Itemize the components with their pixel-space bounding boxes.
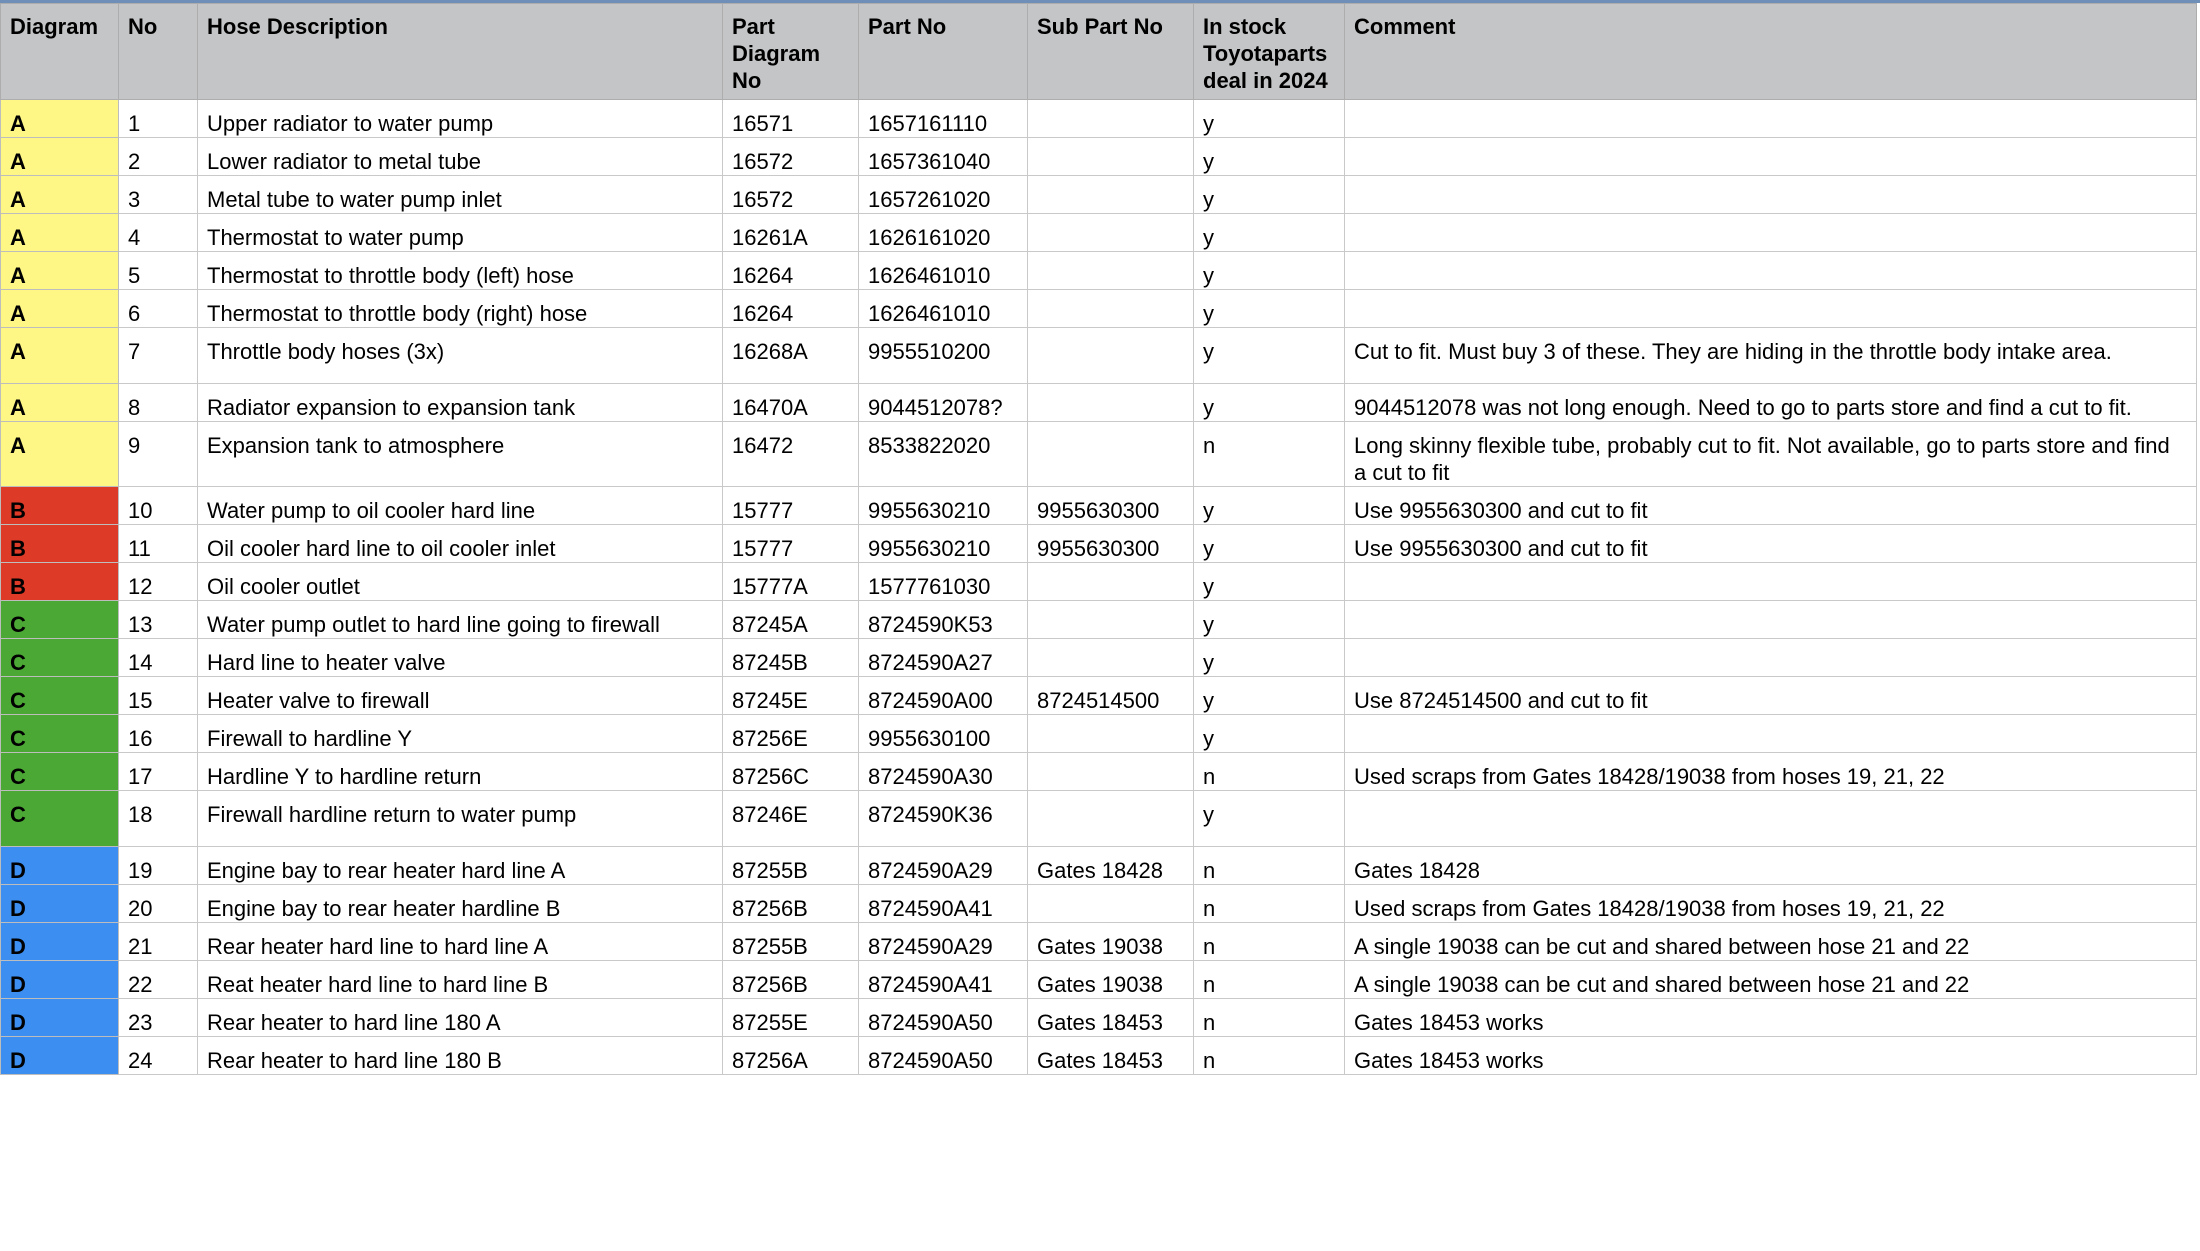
- cell-diagram[interactable]: B: [1, 487, 119, 525]
- cell-comment[interactable]: [1345, 100, 2197, 138]
- cell-hose-description[interactable]: Heater valve to firewall: [198, 677, 723, 715]
- cell-comment[interactable]: Cut to fit. Must buy 3 of these. They are hiding in the throttle body intake area.: [1345, 328, 2197, 384]
- cell-diagram[interactable]: C: [1, 791, 119, 847]
- cell-hose-description[interactable]: Oil cooler outlet: [198, 563, 723, 601]
- cell-sub-part-no[interactable]: 9955630300: [1028, 525, 1194, 563]
- cell-no[interactable]: 12: [119, 563, 198, 601]
- cell-no[interactable]: 6: [119, 290, 198, 328]
- cell-diagram[interactable]: C: [1, 677, 119, 715]
- cell-hose-description[interactable]: Rear heater to hard line 180 A: [198, 999, 723, 1037]
- cell-part-no[interactable]: 8724590A29: [859, 847, 1028, 885]
- cell-diagram[interactable]: D: [1, 847, 119, 885]
- cell-part-diagram-no[interactable]: 87256C: [723, 753, 859, 791]
- cell-part-no[interactable]: 1657361040: [859, 138, 1028, 176]
- cell-in-stock[interactable]: y: [1194, 176, 1345, 214]
- cell-in-stock[interactable]: y: [1194, 138, 1345, 176]
- cell-hose-description[interactable]: Rear heater to hard line 180 B: [198, 1037, 723, 1075]
- cell-no[interactable]: 11: [119, 525, 198, 563]
- header-sub-part-no[interactable]: Sub Part No: [1028, 4, 1194, 100]
- cell-sub-part-no[interactable]: Gates 18453: [1028, 999, 1194, 1037]
- cell-part-no[interactable]: 8724590A30: [859, 753, 1028, 791]
- table-row: [1, 715, 2197, 753]
- cell-hose-description[interactable]: Engine bay to rear heater hardline B: [198, 885, 723, 923]
- cell-sub-part-no[interactable]: Gates 18453: [1028, 1037, 1194, 1075]
- cell-hose-description[interactable]: Thermostat to throttle body (left) hose: [198, 252, 723, 290]
- cell-part-no[interactable]: 9955510200: [859, 328, 1028, 384]
- cell-comment[interactable]: Gates 18453 works: [1345, 999, 2197, 1037]
- cell-part-diagram-no[interactable]: 87255B: [723, 847, 859, 885]
- cell-sub-part-no[interactable]: [1028, 885, 1194, 923]
- cell-part-diagram-no[interactable]: 87255B: [723, 923, 859, 961]
- cell-hose-description[interactable]: Rear heater hard line to hard line A: [198, 923, 723, 961]
- cell-sub-part-no[interactable]: Gates 19038: [1028, 923, 1194, 961]
- cell-part-no[interactable]: 9955630210: [859, 487, 1028, 525]
- cell-sub-part-no[interactable]: [1028, 328, 1194, 384]
- cell-diagram[interactable]: A: [1, 176, 119, 214]
- cell-comment[interactable]: [1345, 176, 2197, 214]
- cell-diagram[interactable]: D: [1, 961, 119, 999]
- cell-part-no[interactable]: 8724590A41: [859, 961, 1028, 999]
- cell-part-no[interactable]: 8724590A00: [859, 677, 1028, 715]
- cell-diagram[interactable]: A: [1, 252, 119, 290]
- header-in-stock[interactable]: In stock Toyotaparts deal in 2024: [1194, 4, 1345, 100]
- cell-sub-part-no[interactable]: 9955630300: [1028, 487, 1194, 525]
- cell-diagram[interactable]: C: [1, 601, 119, 639]
- cell-no[interactable]: 3: [119, 176, 198, 214]
- cell-hose-description[interactable]: Firewall to hardline Y: [198, 715, 723, 753]
- cell-diagram[interactable]: A: [1, 214, 119, 252]
- cell-comment[interactable]: Used scraps from Gates 18428/19038 from hoses 19, 21, 22: [1345, 753, 2197, 791]
- cell-sub-part-no[interactable]: [1028, 290, 1194, 328]
- cell-hose-description[interactable]: Water pump outlet to hard line going to firewall: [198, 601, 723, 639]
- cell-in-stock[interactable]: y: [1194, 601, 1345, 639]
- cell-no[interactable]: 20: [119, 885, 198, 923]
- cell-in-stock[interactable]: n: [1194, 753, 1345, 791]
- table-row: [1, 176, 2197, 214]
- cell-no[interactable]: 24: [119, 1037, 198, 1075]
- hose-parts-table: [0, 3, 2197, 1075]
- cell-in-stock[interactable]: y: [1194, 791, 1345, 847]
- cell-diagram[interactable]: A: [1, 138, 119, 176]
- cell-comment[interactable]: A single 19038 can be cut and shared between hose 21 and 22: [1345, 923, 2197, 961]
- cell-sub-part-no[interactable]: [1028, 176, 1194, 214]
- cell-hose-description[interactable]: Lower radiator to metal tube: [198, 138, 723, 176]
- cell-hose-description[interactable]: Metal tube to water pump inlet: [198, 176, 723, 214]
- table-row: [1, 999, 2197, 1037]
- cell-part-no[interactable]: 1626461010: [859, 252, 1028, 290]
- cell-sub-part-no[interactable]: [1028, 384, 1194, 422]
- cell-part-diagram-no[interactable]: 16572: [723, 138, 859, 176]
- table-row: [1, 753, 2197, 791]
- cell-comment[interactable]: [1345, 715, 2197, 753]
- cell-part-diagram-no[interactable]: 16472: [723, 422, 859, 487]
- header-comment[interactable]: Comment: [1345, 4, 2197, 100]
- cell-sub-part-no[interactable]: [1028, 252, 1194, 290]
- cell-part-no[interactable]: 8724590A41: [859, 885, 1028, 923]
- cell-part-diagram-no[interactable]: 16470A: [723, 384, 859, 422]
- cell-part-no[interactable]: 8724590A27: [859, 639, 1028, 677]
- cell-in-stock[interactable]: y: [1194, 677, 1345, 715]
- cell-diagram[interactable]: B: [1, 563, 119, 601]
- cell-part-diagram-no[interactable]: 16572: [723, 176, 859, 214]
- cell-part-no[interactable]: 1657161110: [859, 100, 1028, 138]
- cell-no[interactable]: 21: [119, 923, 198, 961]
- cell-no[interactable]: 13: [119, 601, 198, 639]
- cell-part-diagram-no[interactable]: 16264: [723, 252, 859, 290]
- table-row: [1, 1037, 2197, 1075]
- cell-hose-description[interactable]: Reat heater hard line to hard line B: [198, 961, 723, 999]
- cell-part-diagram-no[interactable]: 15777A: [723, 563, 859, 601]
- cell-hose-description[interactable]: Throttle body hoses (3x): [198, 328, 723, 384]
- cell-part-no[interactable]: 1626161020: [859, 214, 1028, 252]
- cell-part-no[interactable]: 8724590A50: [859, 1037, 1028, 1075]
- cell-sub-part-no[interactable]: Gates 19038: [1028, 961, 1194, 999]
- table-row: [1, 252, 2197, 290]
- cell-comment[interactable]: A single 19038 can be cut and shared between hose 21 and 22: [1345, 961, 2197, 999]
- cell-no[interactable]: 14: [119, 639, 198, 677]
- table-row: [1, 487, 2197, 525]
- cell-diagram[interactable]: D: [1, 923, 119, 961]
- cell-part-no[interactable]: 8724590K53: [859, 601, 1028, 639]
- header-row: [1, 4, 2197, 100]
- cell-in-stock[interactable]: n: [1194, 422, 1345, 487]
- cell-no[interactable]: 23: [119, 999, 198, 1037]
- cell-comment[interactable]: Long skinny flexible tube, probably cut to fit. Not available, go to parts store and find a cut to fit: [1345, 422, 2197, 487]
- cell-in-stock[interactable]: y: [1194, 384, 1345, 422]
- cell-part-diagram-no[interactable]: 16261A: [723, 214, 859, 252]
- cell-no[interactable]: 22: [119, 961, 198, 999]
- cell-part-no[interactable]: 1657261020: [859, 176, 1028, 214]
- table-row: [1, 639, 2197, 677]
- cell-diagram[interactable]: D: [1, 1037, 119, 1075]
- header-part-diagram-no[interactable]: Part Diagram No: [723, 4, 859, 100]
- table-row: [1, 791, 2197, 847]
- cell-hose-description[interactable]: Radiator expansion to expansion tank: [198, 384, 723, 422]
- cell-part-diagram-no[interactable]: 87256E: [723, 715, 859, 753]
- header-no[interactable]: No: [119, 4, 198, 100]
- cell-part-diagram-no[interactable]: 16268A: [723, 328, 859, 384]
- cell-sub-part-no[interactable]: 8724514500: [1028, 677, 1194, 715]
- cell-sub-part-no[interactable]: [1028, 138, 1194, 176]
- cell-in-stock[interactable]: y: [1194, 639, 1345, 677]
- cell-comment[interactable]: [1345, 563, 2197, 601]
- cell-diagram[interactable]: C: [1, 639, 119, 677]
- table-row: [1, 290, 2197, 328]
- cell-diagram[interactable]: A: [1, 100, 119, 138]
- cell-in-stock[interactable]: y: [1194, 487, 1345, 525]
- cell-sub-part-no[interactable]: [1028, 214, 1194, 252]
- cell-diagram[interactable]: C: [1, 753, 119, 791]
- cell-sub-part-no[interactable]: [1028, 715, 1194, 753]
- table-row: [1, 885, 2197, 923]
- cell-in-stock[interactable]: n: [1194, 999, 1345, 1037]
- cell-part-diagram-no[interactable]: 87245A: [723, 601, 859, 639]
- cell-part-no[interactable]: 9044512078?: [859, 384, 1028, 422]
- cell-in-stock[interactable]: y: [1194, 290, 1345, 328]
- cell-hose-description[interactable]: Upper radiator to water pump: [198, 100, 723, 138]
- cell-in-stock[interactable]: y: [1194, 100, 1345, 138]
- cell-comment[interactable]: [1345, 252, 2197, 290]
- cell-sub-part-no[interactable]: [1028, 563, 1194, 601]
- table-row: [1, 214, 2197, 252]
- cell-no[interactable]: 17: [119, 753, 198, 791]
- cell-in-stock[interactable]: y: [1194, 715, 1345, 753]
- table-row: [1, 138, 2197, 176]
- cell-comment[interactable]: Use 8724514500 and cut to fit: [1345, 677, 2197, 715]
- cell-diagram[interactable]: A: [1, 290, 119, 328]
- cell-part-diagram-no[interactable]: 87256B: [723, 885, 859, 923]
- cell-no[interactable]: 7: [119, 328, 198, 384]
- cell-in-stock[interactable]: y: [1194, 525, 1345, 563]
- cell-no[interactable]: 19: [119, 847, 198, 885]
- cell-sub-part-no[interactable]: [1028, 791, 1194, 847]
- cell-part-no[interactable]: 8724590K36: [859, 791, 1028, 847]
- cell-hose-description[interactable]: Engine bay to rear heater hard line A: [198, 847, 723, 885]
- cell-comment[interactable]: Gates 18428: [1345, 847, 2197, 885]
- cell-part-diagram-no[interactable]: 87256B: [723, 961, 859, 999]
- cell-comment[interactable]: [1345, 639, 2197, 677]
- cell-hose-description[interactable]: Firewall hardline return to water pump: [198, 791, 723, 847]
- header-diagram[interactable]: Diagram: [1, 4, 119, 100]
- cell-no[interactable]: 4: [119, 214, 198, 252]
- header-hose-description[interactable]: Hose Description: [198, 4, 723, 100]
- cell-in-stock[interactable]: n: [1194, 1037, 1345, 1075]
- table-row: [1, 961, 2197, 999]
- cell-comment[interactable]: 9044512078 was not long enough. Need to go to parts store and find a cut to fit.: [1345, 384, 2197, 422]
- cell-hose-description[interactable]: Water pump to oil cooler hard line: [198, 487, 723, 525]
- cell-part-diagram-no[interactable]: 87246E: [723, 791, 859, 847]
- cell-hose-description[interactable]: Expansion tank to atmosphere: [198, 422, 723, 487]
- cell-comment[interactable]: [1345, 290, 2197, 328]
- table-row: [1, 525, 2197, 563]
- cell-part-no[interactable]: 1577761030: [859, 563, 1028, 601]
- cell-comment[interactable]: [1345, 138, 2197, 176]
- cell-in-stock[interactable]: n: [1194, 885, 1345, 923]
- cell-diagram[interactable]: C: [1, 715, 119, 753]
- table-row: [1, 923, 2197, 961]
- cell-in-stock[interactable]: y: [1194, 563, 1345, 601]
- cell-comment[interactable]: [1345, 791, 2197, 847]
- cell-part-diagram-no[interactable]: 87245E: [723, 677, 859, 715]
- cell-part-no[interactable]: 8724590A29: [859, 923, 1028, 961]
- cell-in-stock[interactable]: n: [1194, 847, 1345, 885]
- cell-no[interactable]: 16: [119, 715, 198, 753]
- cell-sub-part-no[interactable]: [1028, 601, 1194, 639]
- table-row: [1, 100, 2197, 138]
- cell-no[interactable]: 1: [119, 100, 198, 138]
- cell-no[interactable]: 8: [119, 384, 198, 422]
- cell-diagram[interactable]: D: [1, 885, 119, 923]
- header-part-no[interactable]: Part No: [859, 4, 1028, 100]
- cell-sub-part-no[interactable]: [1028, 422, 1194, 487]
- cell-diagram[interactable]: D: [1, 999, 119, 1037]
- cell-diagram[interactable]: B: [1, 525, 119, 563]
- table-row: [1, 601, 2197, 639]
- cell-no[interactable]: 9: [119, 422, 198, 487]
- cell-in-stock[interactable]: n: [1194, 961, 1345, 999]
- cell-hose-description[interactable]: Thermostat to water pump: [198, 214, 723, 252]
- cell-part-no[interactable]: 8533822020: [859, 422, 1028, 487]
- cell-in-stock[interactable]: y: [1194, 214, 1345, 252]
- cell-part-no[interactable]: 9955630210: [859, 525, 1028, 563]
- cell-comment[interactable]: Use 9955630300 and cut to fit: [1345, 525, 2197, 563]
- cell-diagram[interactable]: A: [1, 422, 119, 487]
- cell-no[interactable]: 15: [119, 677, 198, 715]
- cell-part-diagram-no[interactable]: 87245B: [723, 639, 859, 677]
- table-row: [1, 422, 2197, 487]
- cell-diagram[interactable]: A: [1, 328, 119, 384]
- cell-comment[interactable]: Used scraps from Gates 18428/19038 from hoses 19, 21, 22: [1345, 885, 2197, 923]
- cell-comment[interactable]: [1345, 601, 2197, 639]
- cell-comment[interactable]: Gates 18453 works: [1345, 1037, 2197, 1075]
- cell-part-no[interactable]: 8724590A50: [859, 999, 1028, 1037]
- cell-no[interactable]: 5: [119, 252, 198, 290]
- cell-sub-part-no[interactable]: [1028, 639, 1194, 677]
- cell-in-stock[interactable]: n: [1194, 923, 1345, 961]
- cell-in-stock[interactable]: y: [1194, 252, 1345, 290]
- cell-part-diagram-no[interactable]: 87255E: [723, 999, 859, 1037]
- cell-part-no[interactable]: 9955630100: [859, 715, 1028, 753]
- cell-part-diagram-no[interactable]: 87256A: [723, 1037, 859, 1075]
- cell-part-diagram-no[interactable]: 15777: [723, 487, 859, 525]
- cell-comment[interactable]: Use 9955630300 and cut to fit: [1345, 487, 2197, 525]
- cell-sub-part-no[interactable]: [1028, 753, 1194, 791]
- cell-part-diagram-no[interactable]: 16264: [723, 290, 859, 328]
- table-row: [1, 847, 2197, 885]
- cell-no[interactable]: 10: [119, 487, 198, 525]
- cell-hose-description[interactable]: Oil cooler hard line to oil cooler inlet: [198, 525, 723, 563]
- cell-in-stock[interactable]: y: [1194, 328, 1345, 384]
- table-row: [1, 384, 2197, 422]
- cell-hose-description[interactable]: Thermostat to throttle body (right) hose: [198, 290, 723, 328]
- cell-diagram[interactable]: A: [1, 384, 119, 422]
- cell-no[interactable]: 18: [119, 791, 198, 847]
- table-row: [1, 563, 2197, 601]
- cell-sub-part-no[interactable]: [1028, 100, 1194, 138]
- cell-part-diagram-no[interactable]: 15777: [723, 525, 859, 563]
- cell-comment[interactable]: [1345, 214, 2197, 252]
- cell-no[interactable]: 2: [119, 138, 198, 176]
- table-row: [1, 328, 2197, 384]
- table-row: [1, 677, 2197, 715]
- cell-part-diagram-no[interactable]: 16571: [723, 100, 859, 138]
- cell-hose-description[interactable]: Hard line to heater valve: [198, 639, 723, 677]
- cell-sub-part-no[interactable]: Gates 18428: [1028, 847, 1194, 885]
- cell-hose-description[interactable]: Hardline Y to hardline return: [198, 753, 723, 791]
- cell-part-no[interactable]: 1626461010: [859, 290, 1028, 328]
